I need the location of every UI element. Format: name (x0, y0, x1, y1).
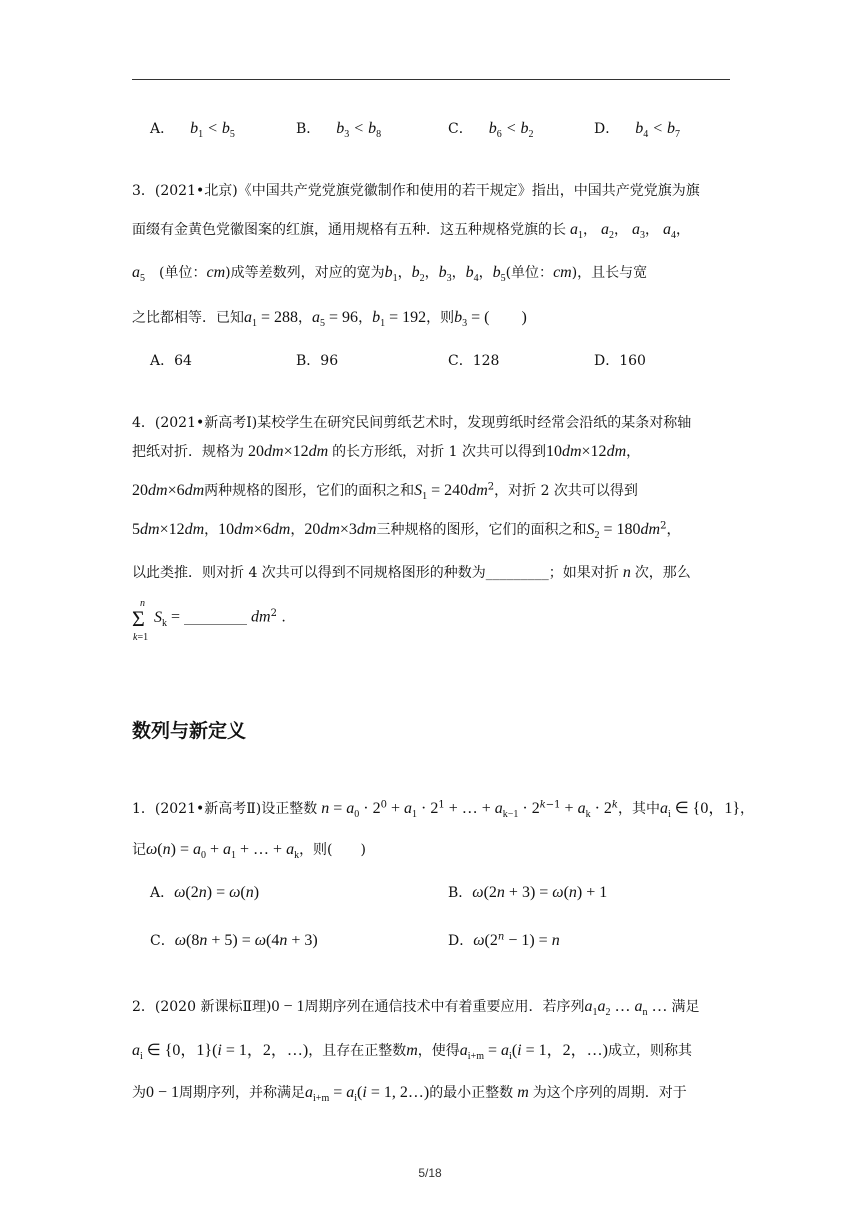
prev-option-a: A． $b_1 < b_5$ (150, 120, 235, 141)
q4-line-2: 把纸对折．规格为 20dm×12dm 的长方形纸，对折 1 次共可以得到10dm×12dm， (132, 443, 641, 460)
header-rule (132, 79, 730, 80)
q3-line-3: $a_5$ (单位：cm)成等差数列，对应的宽为$b_1$，$b_2$，$b_3$，$b_4$，$b_5$(单位：cm)，且长与宽 (132, 264, 648, 285)
q4-line-4: 5dm×12dm，10dm×6dm，20dm×3dm三种规格的图形，它们的面积之和$S_2 = 180dm^2$， (132, 520, 681, 542)
s1-option-d: D．$\omega(2^n - 1) = n$ (448, 931, 560, 949)
section-title: 数列与新定义 (132, 720, 247, 742)
q3-option-b: B．96 (296, 353, 339, 369)
prev-option-b: B． $b_3 < b_8$ (296, 120, 382, 141)
s2-line-2: $a_i$ ∈ {0，1}(i = 1，2，…)，且存在正整数m，使得$a_{i+m} = a_i(i = 1$，2，…)成立，则称其 (132, 1042, 692, 1063)
s1-option-b: B．ω(2n + 3) = ω(n) + 1 (448, 884, 608, 901)
s1-option-a: A．ω(2n) = ω(n) (150, 884, 260, 901)
q4-line-3: 20dm×6dm两种规格的图形，它们的面积之和$S_1 = 240dm^2$，对折 2 次共可以得到 (132, 481, 638, 503)
q3-option-d: D．160 (594, 353, 646, 369)
q3-line-2: 面缀有金黄色党徽图案的红旗，通用规格有五种．这五种规格党旗的长 $a_1$， $a_2$， $a_3$， $a_4$， (132, 221, 690, 242)
page-number: 5/18 (418, 1166, 442, 1180)
q4-line-1: 4．(2021•新高考Ⅰ)某校学生在研究民间剪纸艺术时，发现剪纸时经常会沿纸的某条对称轴 (132, 415, 692, 431)
s2-line-3: 为0 − 1周期序列，并称满足$a_{i+m} = a_i(i = 1$, 2…)的最小正整数 m 为这个序列的周期．对于 (132, 1084, 687, 1105)
q3-option-a: A．64 (150, 353, 192, 369)
prev-option-d: D． $b_4 < b_7$ (594, 120, 681, 141)
s1-line-1: 1．(2021•新高考Ⅱ)设正整数 $n = a_0 \cdot 2^0 + a_1 \cdot 2^1$ + … + $a_{k-1} \cdot 2^{k-1} + a_k \cdot 2^k$，其中$a_i$ ∈ {0，1}， (132, 799, 755, 821)
q3-line-1: 3．(2021•北京)《中国共产党党旗党徽制作和使用的若干规定》指出，中国共产党党旗为旗 (132, 183, 700, 199)
q4-line-5: 以此类推．则对折 4 次共可以得到不同规格图形的种数为_________；如果对折 n 次，那么 (132, 564, 691, 581)
s2-line-1: 2．(2020 新课标Ⅱ理)0 − 1周期序列在通信技术中有着重要应用．若序列$a_1a_2$ … $a_n$ … 满足 (132, 998, 700, 1019)
s1-line-2: 记$\omega(n) = a_0 + a_1$ + … + $a_k$，则( ) (132, 841, 366, 862)
q3-line-4: 之比都相等．已知$a_1 = 288$，$a_5 = 96$，$b_1 = 192$，则$b_3$ = ( ) (132, 309, 527, 330)
s1-option-c: C．ω(8n + 5) = ω(4n + 3) (150, 932, 318, 949)
q3-option-c: C．128 (448, 353, 500, 369)
prev-option-c: C． $b_6 < b_2$ (448, 120, 534, 141)
